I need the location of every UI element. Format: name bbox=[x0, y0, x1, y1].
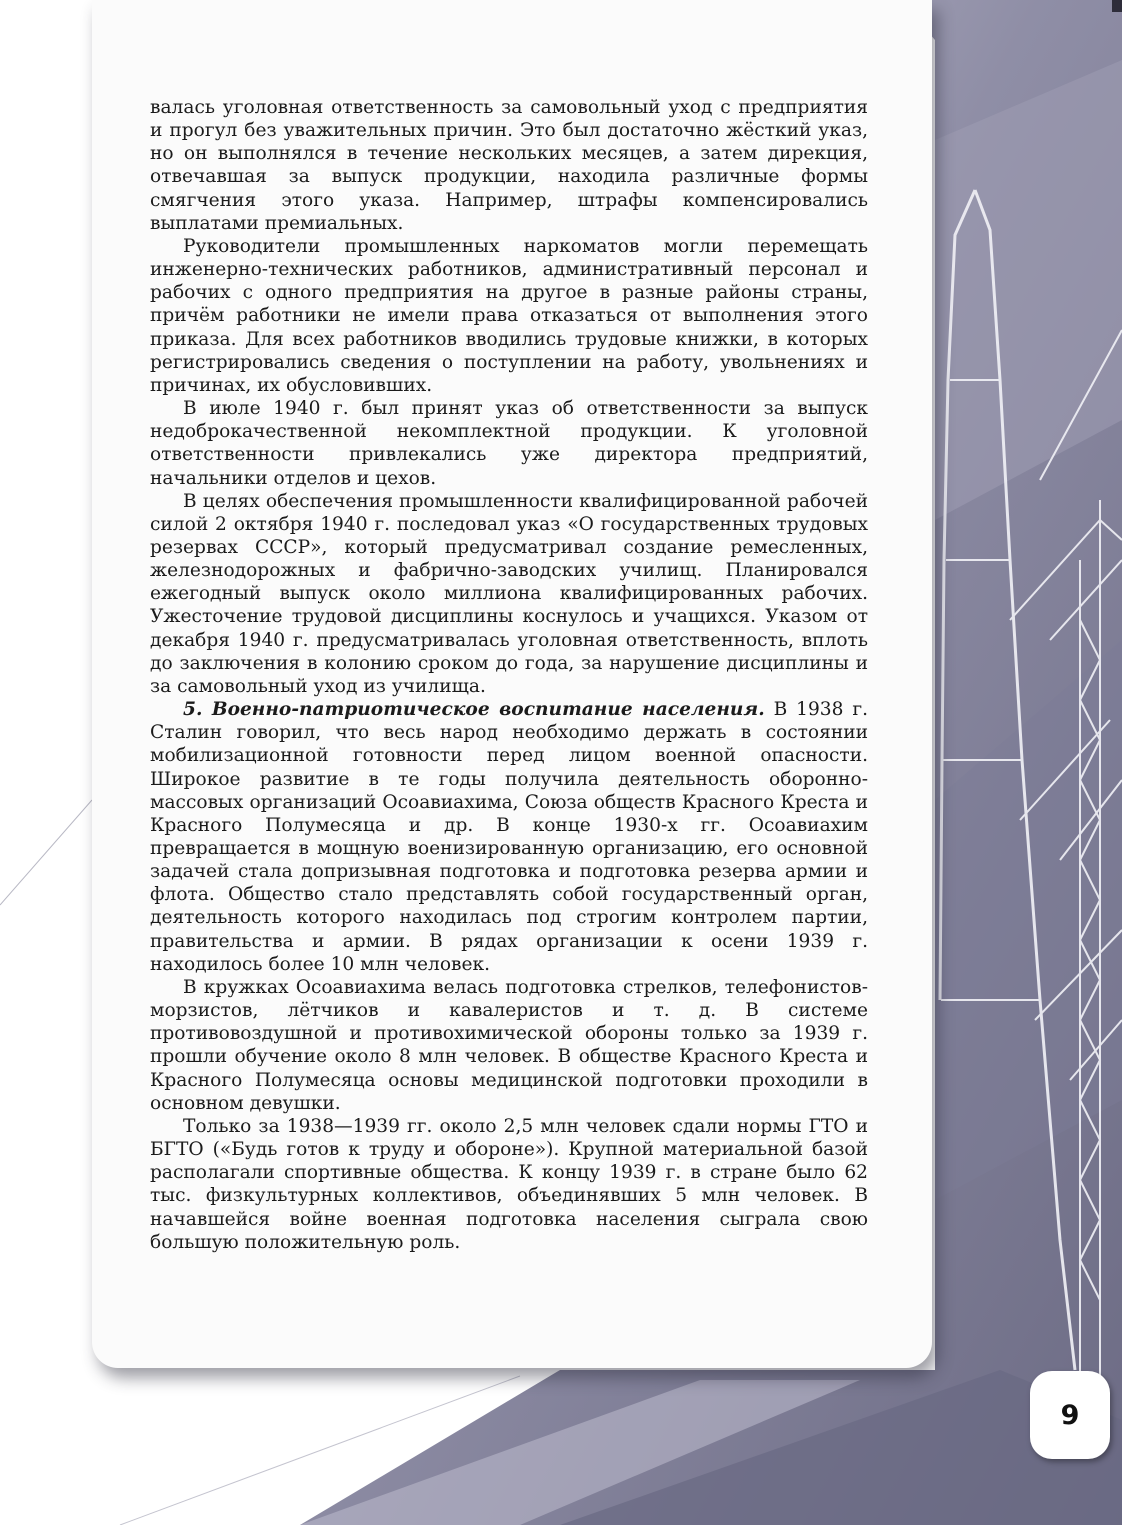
paragraph-text: В 1938 г. Сталин говорил, что весь народ необходимо держать в состоянии мобилизационной готовности перед лицом военной опасности. Широкое развитие в те годы получила деятельность оборонно-массовых организаций Осоавиахима, Союза обществ Красного Креста и Красного Полумесяца и др. В конце 1930-х гг. Осоавиахим превращается в мощную военизированную организацию, его основной задачей стала допризывная подготовка и подготовка резерва армии и флота. Общество стало представлять собой государственный орган, деятельность которого находилась под строгим контролем партии, правительства и армии. В рядах организации к осени 1939 г. находилось более 10 млн человек. bbox=[150, 699, 868, 975]
paragraph-text: В целях обеспечения промышленности квалифицированной рабочей силой 2 октября 1940 г. последовал указ «О государственных трудовых резервах СССР», который предусматривал создание ремесленных, железнодорожных и фабрично-заводских училищ. Планировался ежегодный выпуск около миллиона квалифицированных рабочих. Ужесточение трудовой дисциплины коснулось и учащихся. Указом от декабря 1940 г. предусматривалась уголовная ответственность, вплоть до заключения в колонию сроком до года, за нарушение дисциплины и за самовольный уход из училища. bbox=[150, 490, 868, 697]
section-heading: 5. Военно-патриотическое воспитание населения. bbox=[183, 699, 765, 721]
paragraph bbox=[150, 976, 868, 1115]
paragraph bbox=[150, 96, 868, 235]
paragraph bbox=[150, 1115, 868, 1254]
paragraph-text: Руководители промышленных наркоматов могли перемещать инженерно-технических работников, административный персонал и рабочих с одного предприятия на другое в разные районы страны, причём работники не имели права отказаться от выполнения этого приказа. Для всех работников вводились трудовые книжки, в которых регистрировались сведения о поступлении на работу, увольнениях и причинах, их обусловивших. bbox=[150, 235, 868, 396]
paragraph-text: Только за 1938—1939 гг. около 2,5 млн человек сдали нормы ГТО и БГТО («Будь готов к труду и обороне»). Крупной материальной базой располагали спортивные общества. К концу 1939 г. в стране было 62 тыс. физкультурных коллективов, объединявших 5 млн человек. В начавшейся войне военная подготовка населения сыграла свою большую положительную роль. bbox=[150, 1115, 868, 1253]
paragraph-text: В кружках Осоавиахима велась подготовка стрелков, телефонистов-морзистов, лётчиков и кавалеристов и т. д. В системе противовоздушной и противохимической обороны только за 1939 г. прошли обучение около 8 млн человек. В обществе Красного Креста и Красного Полумесяца основы медицинской подготовки проходили в основном девушки. bbox=[150, 976, 868, 1114]
paragraph-text: В июле 1940 г. был принят указ об ответственности за выпуск недоброкачественной некомплектной продукции. К уголовной ответственности привлекались уже директора предприятий, начальники отделов и цехов. bbox=[150, 398, 868, 489]
paragraph-text: валась уголовная ответственность за самовольный уход с предприятия и прогул без уважительных причин. Это был достаточно жёсткий указ, но он выполнялся в течение нескольких месяцев, а затем дирекция, отвечавшая за выпуск продукции, находила различные формы смягчения этого указа. Например, штрафы компенсировались выплатами премиальных. bbox=[150, 97, 868, 234]
paragraph bbox=[150, 235, 868, 397]
paragraph bbox=[150, 698, 868, 976]
paragraph bbox=[150, 397, 868, 490]
body-text bbox=[150, 96, 868, 1254]
paragraph bbox=[150, 490, 868, 698]
page-number: 9 bbox=[1030, 1371, 1110, 1459]
